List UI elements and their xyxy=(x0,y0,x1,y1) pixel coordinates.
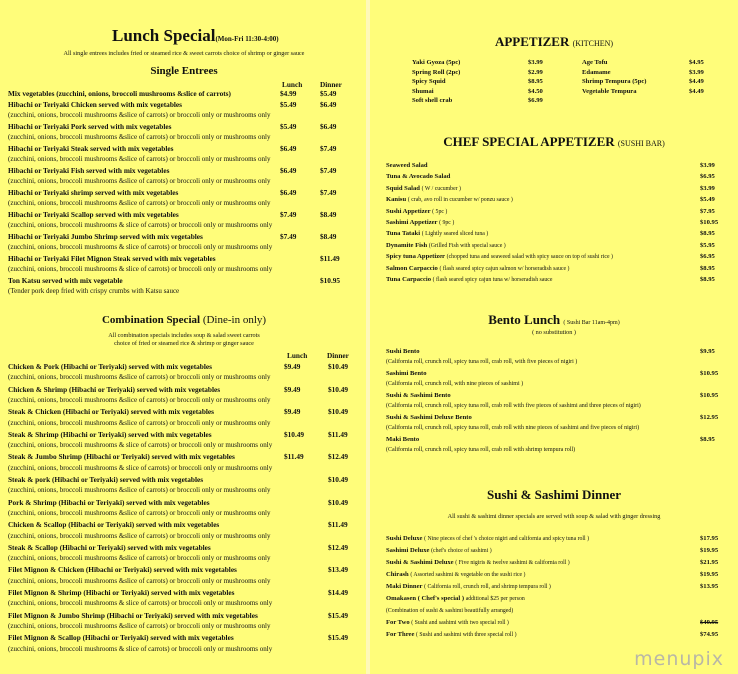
appetizer-item-name: Yaki Gyoza (5pc) xyxy=(412,59,461,66)
bento-title: Bento Lunch xyxy=(488,312,561,327)
combo-item-description: (zucchini, onions, broccoli mushrooms &slice of carrots) or broccoli only or mushrooms only xyxy=(8,486,271,495)
combo-item-description: (zucchini, onions, broccoli mushrooms & slice of carrots) or broccoli only or mushrooms only xyxy=(8,463,273,472)
sushi-dinner-heading: Sushi & Sashimi Dinner xyxy=(486,487,621,502)
combo-item-description: (zucchini, onions, broccoli mushrooms &slice of carrots) or broccoli only or mushrooms only xyxy=(8,395,271,404)
combo-item-name: Steak & pork (Hibachi or Teriyaki) served with mix vegetables xyxy=(8,475,204,484)
combo-item-name: Steak & Scallop (Hibachi or Teriyaki) served with mix vegetables xyxy=(8,542,211,552)
bento-item-price: $10.95 xyxy=(700,392,719,399)
combo-item-name: Steak & Chicken (Hibachi or Teriyaki) served with mix vegetables xyxy=(8,407,214,417)
dinner-item-name: Sashimi Deluxe xyxy=(386,547,430,554)
chef-item xyxy=(386,208,447,215)
combo-item-name: Filet Mignon & Shrimp (Hibachi or Teriyaki) served with mix vegetables xyxy=(8,588,235,597)
bento-note: ( no substitution ) xyxy=(532,329,576,336)
dinner-item-description: ( California roll, crunch roll, and shrimp tempura roll ) xyxy=(424,584,551,590)
single-item-lunch-price: $7.49 xyxy=(280,232,297,241)
chef-item-name: Squid Salad xyxy=(386,184,420,192)
combo-item-name: Chicken & Shrimp (Hibachi or Teriyaki) served with mix vegetables xyxy=(8,384,221,394)
combo-item-name: Pork & Shrimp (Hibachi or Teriyaki) served with mix vegetables xyxy=(8,497,210,507)
appetizer-item-price: $8.95 xyxy=(528,78,543,86)
chef-item-name: Kanisu xyxy=(386,196,407,204)
bento-item-price: $8.95 xyxy=(700,436,715,443)
single-item-description: (zucchini, onions, broccoli mushrooms & slice of carrots) or broccoli only or mushrooms only xyxy=(8,221,273,229)
single-item-description: (zucchini, onions, broccoli mushrooms &slice of carrots) or broccoli only or mushrooms only xyxy=(8,177,271,185)
combo-item-name: Filet Mignon & Scallop (Hibachi or Teriyaki) served with mix vegetables xyxy=(8,633,234,643)
dinner-item-description: ( Sushi and sashimi with two special roll ) xyxy=(411,620,509,626)
combo-item-lunch-price: $11.49 xyxy=(284,452,304,462)
dinner-item-price: $49.95 xyxy=(700,619,719,626)
appetizer-heading xyxy=(370,34,738,50)
single-item-lunch-price: $6.49 xyxy=(280,188,297,197)
combo-item-dinner-price: $11.49 xyxy=(328,520,348,530)
dinner-item-description: additional $25 per person xyxy=(465,596,525,602)
bento-item-name: Sashimi Bento xyxy=(386,370,427,377)
bento-title-sub: ( Sushi Bar 11am-4pm) xyxy=(563,320,620,326)
dinner-item-description: ( Nine pieces of chef 's choice nigiri and california and spicy tuna roll ) xyxy=(424,536,590,542)
single-item-dinner-price: $11.49 xyxy=(320,254,340,263)
bento-item-description: (California roll, crunch roll, spicy tuna roll, crab roll with five pieces of sashimi and three pieces of nigiri) xyxy=(386,403,641,409)
combo-heading-text: Combination Special xyxy=(101,314,201,326)
menupix-watermark: menupix xyxy=(634,648,724,670)
single-item-lunch-price: $7.49 xyxy=(280,210,297,219)
bento-item-description: (California roll, crunch roll, spicy tuna roll, crab roll, with five pieces of nigiri ) xyxy=(386,359,578,365)
single-item-name: Hibachi or Teriyaki Scallop served with mix vegetables xyxy=(8,210,179,219)
dinner-item xyxy=(386,619,509,626)
single-item-lunch-price: $6.49 xyxy=(280,144,297,153)
appetizer-item-price: $4.49 xyxy=(689,78,704,86)
single-item-name: Hibachi or Teriyaki Steak served with mix vegetables xyxy=(8,144,174,153)
single-item-dinner-price: $7.49 xyxy=(320,188,337,197)
dinner-item xyxy=(386,607,513,614)
dinner-item xyxy=(386,559,570,566)
dinner-item xyxy=(386,631,517,638)
combo-item-dinner-price: $11.49 xyxy=(328,429,348,439)
dinner-item-name: For Two xyxy=(386,619,410,626)
chef-item-description: ( W / cucumber ) xyxy=(421,185,461,192)
bento-item-name: Sushi Bento xyxy=(386,348,420,355)
combo-item-dinner-price: $13.49 xyxy=(328,565,349,575)
chef-item-name: Seaweed Salad xyxy=(386,162,428,169)
appetizer-item-price: $3.99 xyxy=(689,68,704,76)
chef-item xyxy=(386,162,428,169)
single-item-dinner-price: $5.49 xyxy=(320,89,337,98)
single-item-name: Hibachi or Teriyaki Chicken served with mix vegetables xyxy=(8,100,182,109)
combo-item-dinner-price: $10.49 xyxy=(328,384,349,394)
bento-item-name: Sushi & Sashimi Bento xyxy=(386,392,451,399)
single-item-description: (Tender pork deep fried with crispy crumbs with Katsu sauce xyxy=(8,287,180,295)
chef-item-name: Sashimi Appetizer xyxy=(386,219,438,226)
single-item-name: Hibachi or Teriyaki Jumbo Shrimp served with mix vegetables xyxy=(8,232,203,241)
single-item-lunch-price: $4.99 xyxy=(280,89,297,98)
single-item-description: (zucchini, onions, broccoli mushrooms &slice of carrots) or broccoli only or mushrooms only xyxy=(8,155,271,163)
bento-item-price: $12.95 xyxy=(700,414,719,421)
combo-item-dinner-price: $10.49 xyxy=(328,475,349,484)
combo-item-lunch-price: $9.49 xyxy=(284,362,301,371)
single-item-name: Mix vegetables (zucchini, onions, broccoli mushrooms &slice of carrots) xyxy=(8,89,231,98)
appetizer-item-name: Vegetable Tempura xyxy=(582,87,637,95)
appetizer-item-price: $3.99 xyxy=(528,59,543,66)
bento-item-price: $9.95 xyxy=(700,348,715,355)
chef-special-heading xyxy=(370,134,738,150)
combo-item-description: (zucchini, onions, broccoli mushrooms & slice of carrots) or broccoli only or mushrooms only xyxy=(8,599,273,608)
chef-item-price: $8.95 xyxy=(700,264,715,272)
dinner-item-price: $19.95 xyxy=(700,571,719,578)
single-item-dinner-price: $7.49 xyxy=(320,144,337,153)
chef-item xyxy=(386,276,552,283)
single-item-lunch-price: $6.49 xyxy=(280,166,297,175)
dinner-item-price: $21.95 xyxy=(700,559,719,566)
chef-item-price: $10.95 xyxy=(700,219,719,226)
single-item-description: (zucchini, onions, broccoli mushrooms & slice of carrots) or broccoli only or mushrooms only xyxy=(8,243,273,251)
dinner-item-price: $19.95 xyxy=(700,547,719,554)
chef-item-price: $8.95 xyxy=(700,230,715,238)
dinner-item-price: $13.95 xyxy=(700,583,719,590)
dinner-item xyxy=(386,535,589,542)
lunch-hours: (Mon-Fri 11:30-4:00) xyxy=(215,35,279,43)
single-item-name: Hibachi or Teriyaki shrimp served with mix vegetables xyxy=(8,188,179,197)
dinner-item-name: Maki Dinner xyxy=(386,583,423,590)
combo-note-2: choice of fried or steamed rice & shrimp or ginger sauce xyxy=(114,340,254,347)
bento-item-description: (California roll, crunch roll, spicy tuna roll, crab roll with shrimp tempura roll) xyxy=(386,447,576,453)
combo-item-dinner-price: $10.49 xyxy=(328,497,349,507)
appetizer-item-name: Soft shell crab xyxy=(412,97,453,105)
dinner-item-name: For Three xyxy=(386,631,415,638)
combo-item-name: Filet Mignon & Chicken (Hibachi or Teriyaki) served with mix vegetables xyxy=(8,565,237,575)
chef-item xyxy=(386,219,454,226)
appetizer-title-sub: (KITCHEN) xyxy=(572,39,614,48)
combo-item-name: Chicken & Pork (Hibachi or Teriyaki) served with mix vegetables xyxy=(8,362,212,371)
combo-item-dinner-price: $15.49 xyxy=(328,633,349,643)
chef-item-description: ( 9pc ) xyxy=(439,220,455,226)
appetizer-item-name: Edamame xyxy=(582,68,611,76)
combo-item-dinner-price: $10.49 xyxy=(328,407,349,417)
single-item-lunch-price: $5.49 xyxy=(280,122,297,131)
bento-item-name: Maki Bento xyxy=(386,436,420,443)
single-item-name: Ton Katsu served with mix vegetable xyxy=(8,276,123,285)
combo-item-description: (zucchini, onions, broccoli mushrooms &slice of carrots) or broccoli only or mushrooms only xyxy=(8,621,271,630)
combo-heading xyxy=(0,314,368,326)
combo-item-name: Steak & Jumbo Shrimp (Hibachi or Teriyaki) served with mix vegetables xyxy=(8,452,235,462)
chef-item xyxy=(386,185,461,192)
combo-item-name: Chicken & Scallop (Hibachi or Teriyaki) served with mix vegetables xyxy=(8,520,220,530)
chef-item xyxy=(386,242,506,249)
appetizer-item-price: $4.50 xyxy=(528,87,543,95)
dinner-item-price: $74.95 xyxy=(700,631,719,638)
appetizer-item-price: $4.49 xyxy=(689,87,704,95)
combo-item-lunch-price: $9.49 xyxy=(284,384,301,394)
appetizer-item-price: $4.95 xyxy=(689,59,704,66)
chef-item xyxy=(386,253,613,260)
combo-item-description: (zucchini, onions, broccoli mushrooms &slice of carrots) or broccoli only or mushrooms only xyxy=(8,373,271,382)
chef-special-title: CHEF SPECIAL APPETIZER xyxy=(443,134,615,149)
chef-item-price: $3.99 xyxy=(700,184,715,192)
left-panel xyxy=(0,0,368,674)
combo-item-description: (zucchini, onions, broccoli mushrooms &slice of carrots) or broccoli only or mushrooms only xyxy=(8,531,271,540)
chef-item xyxy=(386,196,513,203)
appetizer-item-name: Age Tofu xyxy=(582,59,608,66)
single-item-dinner-price: $8.49 xyxy=(320,210,337,219)
chef-item xyxy=(386,230,488,237)
combo-item-dinner-price: $10.49 xyxy=(328,362,349,371)
chef-item-price: $5.95 xyxy=(700,241,715,249)
combo-item-description: (zucchini, onions, broccoli mushrooms & slice of carrots) or broccoli only or mushrooms only xyxy=(8,644,273,653)
chef-item-description: ( flash seared spicy cajun salmon w/ horseradish sauce ) xyxy=(439,265,570,272)
dinner-item xyxy=(386,583,551,590)
right-panel xyxy=(370,0,738,674)
bento-item-description: (California roll, crunch roll, with nine pieces of sashimi ) xyxy=(386,381,524,387)
single-item-name: Hibachi or Teriyaki Filet Mignon Steak served with mix vegetables xyxy=(8,254,216,263)
single-item-dinner-price: $8.49 xyxy=(320,232,337,241)
bento-item-name: Sushi & Sashimi Deluxe Bento xyxy=(386,414,472,421)
single-item-dinner-price: $6.49 xyxy=(320,100,337,109)
bento-heading xyxy=(370,312,738,328)
chef-item-price: $6.95 xyxy=(700,253,715,261)
appetizer-item-name: Shrimp Tempura (5pc) xyxy=(582,78,647,86)
lunch-title xyxy=(112,26,279,46)
appetizer-item-name: Spring Roll (2pc) xyxy=(412,68,461,76)
combo-item-dinner-price: $12.49 xyxy=(328,452,349,462)
dinner-item xyxy=(386,547,492,554)
combo-item-dinner-price: $12.49 xyxy=(328,542,349,552)
chef-item-name: Tuna Carpaccio xyxy=(386,276,432,283)
chef-item-name: Tuna & Avocado Salad xyxy=(386,173,451,181)
combo-col-dinner: Dinner xyxy=(327,351,349,360)
dinner-item-name: Omakasen ( Chef's special ) xyxy=(386,595,465,602)
single-item-description: (zucchini, onions, broccoli mushrooms &slice of carrots) or broccoli only or mushrooms only xyxy=(8,133,271,141)
chef-item-price: $7.95 xyxy=(700,207,715,215)
combo-item-lunch-price: $10.49 xyxy=(284,429,305,439)
chef-item-name: Spicy tuna Appetizer xyxy=(386,253,445,261)
chef-item-name: Dynamite Fish xyxy=(386,241,428,249)
chef-item-price: $8.95 xyxy=(700,276,715,283)
single-item-lunch-price: $5.49 xyxy=(280,100,297,109)
combo-item-description: (zucchini, onions, broccoli mushrooms &slice of carrots) or broccoli only or mushrooms only xyxy=(8,508,271,517)
appetizer-item-name: Shumai xyxy=(412,87,434,95)
chef-item-description: (Grilled Fish with special sauce ) xyxy=(428,242,506,249)
single-entrees-heading: Single Entrees xyxy=(150,65,218,77)
appetizer-item-price: $2.99 xyxy=(528,68,543,76)
chef-item xyxy=(386,265,569,272)
chef-item-name: Tuna Tataki xyxy=(386,230,421,238)
dinner-item-name: Chirash xyxy=(386,571,409,578)
dinner-item xyxy=(386,595,525,602)
dinner-item-name: Sushi & Sashimi Deluxe xyxy=(386,559,454,566)
single-item-dinner-price: $6.49 xyxy=(320,122,337,131)
chef-item-name: Salmon Carpaccio xyxy=(386,264,438,272)
chef-item-description: (chopped tuna and seaweed salad with spicy sauce on top of sushi rice ) xyxy=(446,254,613,261)
dinner-item-description: ( Sushi and sashimi with three special roll ) xyxy=(416,632,517,638)
dinner-item-description: (Combination of sushi & sashimi beautifully arranged) xyxy=(386,608,514,614)
combo-note-1: All combination specials includes soup & salad sweet carrots xyxy=(108,332,260,339)
lunch-title-text: Lunch Special xyxy=(112,26,216,45)
col-lunch: Lunch xyxy=(282,80,303,89)
single-item-name: Hibachi or Teriyaki Fish served with mix vegetables xyxy=(8,166,170,175)
single-item-name: Hibachi or Teriyaki Pork served with mix vegetables xyxy=(8,122,172,131)
chef-item-price: $3.99 xyxy=(700,162,715,169)
bento-item-price: $10.95 xyxy=(700,370,719,377)
chef-item-description: ( 5pc ) xyxy=(432,208,448,215)
appetizer-item-name: Spicy Squid xyxy=(412,78,446,86)
single-item-description: (zucchini, onions, broccoli mushrooms &slice of carrots) or broccoli only or mushrooms only xyxy=(8,199,271,207)
col-dinner: Dinner xyxy=(320,80,342,89)
sushi-dinner-note: All sushi & sashimi dinner specials are served with soup & salad with ginger dressing xyxy=(447,513,661,520)
chef-special-title-sub: (SUSHI BAR) xyxy=(617,139,665,148)
combo-col-lunch: Lunch xyxy=(287,351,308,360)
combo-item-lunch-price: $9.49 xyxy=(284,407,301,417)
chef-item-price: $6.95 xyxy=(700,173,715,181)
single-item-dinner-price: $7.49 xyxy=(320,166,337,175)
chef-item-description: ( flash seared spicy cajun tuna w/ horseradish sauce xyxy=(432,277,553,283)
combo-item-description: (zucchini, onions, broccoli mushrooms & slice of carrots) or broccoli only or mushrooms only xyxy=(8,441,273,450)
combo-item-description: (zucchini, onions, broccoli mushrooms &slice of carrots) or broccoli only or mushrooms only xyxy=(8,576,271,585)
dinner-item-description: ( Five nigiris & twelve sashimi & california roll ) xyxy=(455,560,570,566)
chef-item-name: Sushi Appetizer xyxy=(386,207,431,215)
combo-item-name: Filet Mignon & Jumbo Shrimp (Hibachi or Teriyaki) served with mix vegetables xyxy=(8,610,258,620)
dinner-item-price: $17.95 xyxy=(700,535,719,542)
single-item-dinner-price: $10.95 xyxy=(320,276,341,285)
combo-item-description: (zucchini, onions, broccoli mushrooms &slice of carrots) or broccoli only or mushrooms only xyxy=(8,554,271,563)
chef-item-description: ( crab, avo roll in cucumber w/ ponzu sauce ) xyxy=(407,197,513,204)
combo-heading-sub: (Dine-in only) xyxy=(202,314,267,326)
combo-item-dinner-price: $14.49 xyxy=(328,588,349,597)
combo-item-description: (zucchini, onions, broccoli mushrooms &slice of carrots) or broccoli only or mushrooms only xyxy=(8,418,271,427)
chef-item-description: ( Lightly seared sliced tuna ) xyxy=(421,231,489,238)
bento-item-description: (California roll, crunch roll, spicy tuna roll, crab roll with nine pieces of sashimi and five pieces of nigiri) xyxy=(386,425,640,431)
appetizer-title: APPETIZER xyxy=(494,34,570,49)
dinner-item-name: Sushi Deluxe xyxy=(386,535,423,542)
dinner-item-description: (chef's choice of sashimi ) xyxy=(431,548,492,554)
lunch-note: All single entrees includes fried or steamed rice & sweet carrots choice of shrimp or ginger sauce xyxy=(63,50,305,57)
dinner-item-description: ( Assorted sashimi & vegetable on the sushi rice ) xyxy=(410,572,526,578)
combo-item-name: Steak & Shrimp (Hibachi or Teriyaki) served with mix vegetables xyxy=(8,429,212,439)
chef-item xyxy=(386,173,450,180)
single-item-description: (zucchini, onions, broccoli mushrooms & slice of carrots) or broccoli only or mushrooms only xyxy=(8,265,273,273)
combo-item-dinner-price: $15.49 xyxy=(328,610,349,620)
appetizer-item-price: $6.99 xyxy=(528,97,543,105)
single-item-description: (zucchini, onions, broccoli mushrooms &slice of carrots) or broccoli only or mushrooms only xyxy=(8,111,271,119)
chef-item-price: $5.49 xyxy=(700,196,715,204)
dinner-item xyxy=(386,571,525,578)
